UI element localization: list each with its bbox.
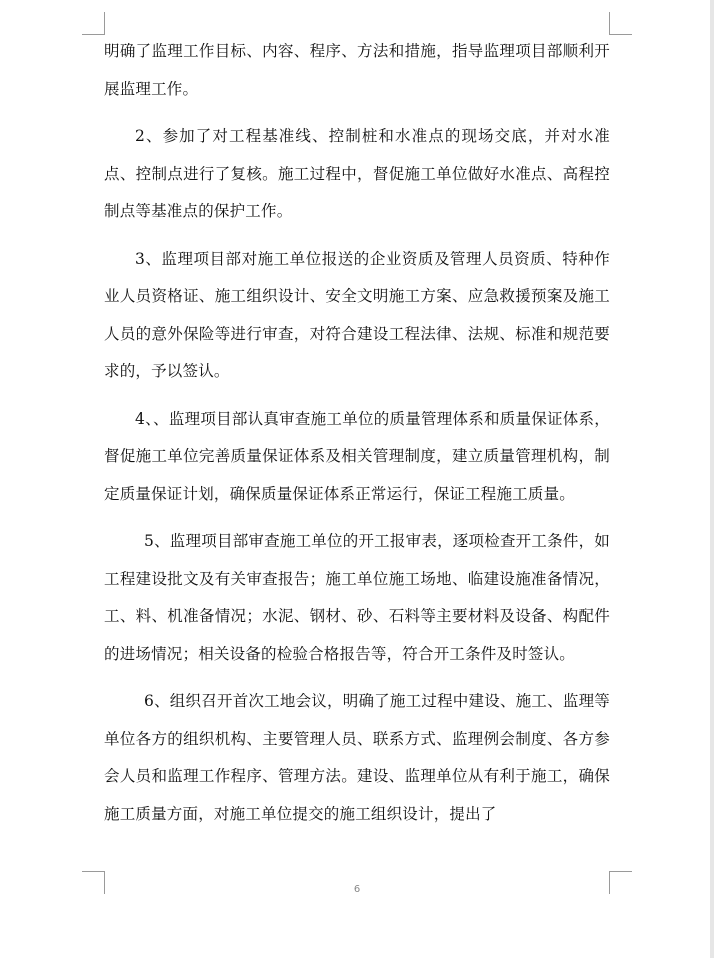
window-edge: [710, 0, 714, 958]
paragraph-1: 明确了监理工作目标、内容、程序、方法和措施，指导监理项目部顺利开展监理工作。: [104, 42, 610, 98]
paragraph-4: 4、、监理项目部认真审查施工单位的质量管理体系和质量保证体系，督促施工单位完善质量保证体系及相关管理制度，建立质量管理机构，制定质量保证计划，确保质量保证体系正常运行，保证工程施工质量。: [104, 409, 610, 503]
crop-mark-top-left: [82, 12, 105, 35]
page-number: 6: [353, 884, 361, 895]
paragraph-3: 3、监理项目部对施工单位报送的企业资质及管理人员资质、特种作业人员资格证、施工组织设计、安全文明施工方案、应急救援预案及施工人员的意外保险等进行审查，对符合建设工程法律、法规、标准和规范要求的，予以签认。: [104, 249, 610, 380]
paragraph-5: 5、监理项目部审查施工单位的开工报审表，逐项检查开工条件，如工程建设批文及有关审查报告；施工单位施工场地、临建设施准备情况，工、料、机准备情况；水泥、钢材、砂、石料等主要材料及设备、构配件的进场情况；相关设备的检验合格报告等，符合开工条件及时签认。: [104, 532, 610, 663]
body-text: [104, 33, 610, 843]
paragraph-2: 2、参加了对工程基准线、控制桩和水准点的现场交底，并对水准点、控制点进行了复核。施工过程中，督促施工单位做好水准点、高程控制点等基准点的保护工作。: [104, 127, 610, 220]
paragraph-6: 6、组织召开首次工地会议，明确了施工过程中建设、施工、监理等单位各方的组织机构、主要管理人员、联系方式、监理例会制度、各方参会人员和监理工作程序、管理方法。建设、监理单位从有利于施工，确保施工质量方面，对施工单位提交的施工组织设计，提出了: [104, 692, 610, 823]
crop-mark-top-right: [609, 12, 632, 35]
